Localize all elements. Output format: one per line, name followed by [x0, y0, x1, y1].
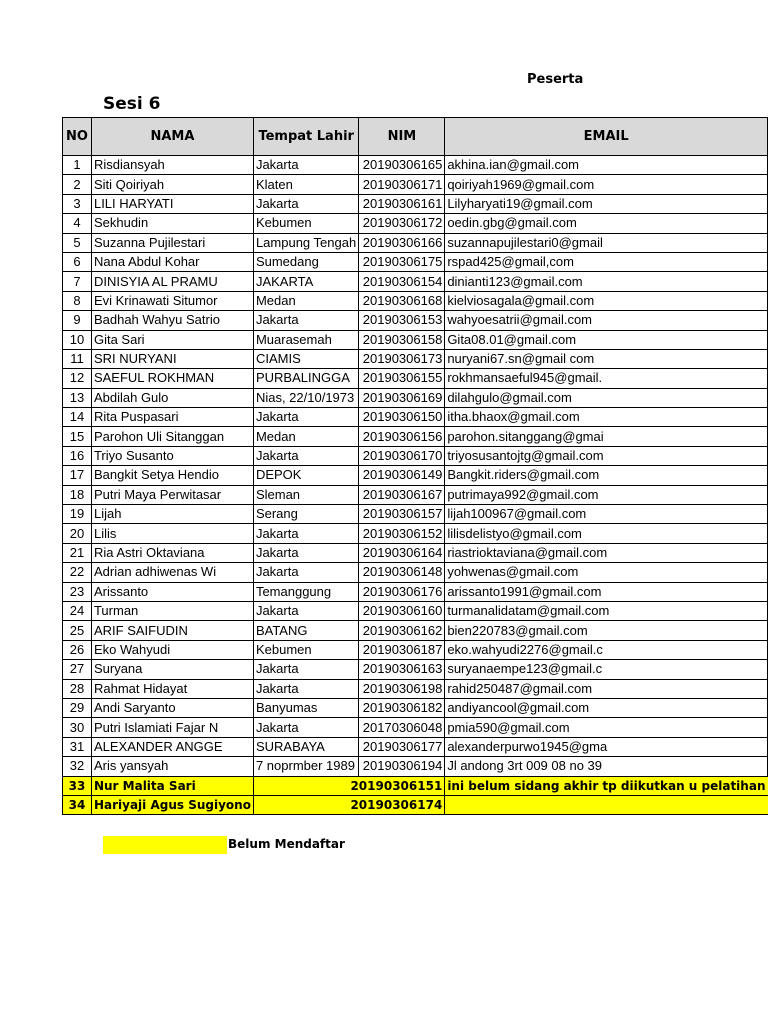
cell-nim[interactable]: 20190306173: [359, 349, 445, 368]
table-row: [63, 175, 768, 194]
cell-no[interactable]: 21: [63, 543, 92, 562]
cell-note[interactable]: ini belum sidang akhir tp diikutkan u pelatihan: [445, 776, 768, 795]
col-header-nama[interactable]: NAMA: [91, 118, 253, 156]
cell-nim[interactable]: 20190306169: [359, 388, 445, 407]
cell-tempat-lahir[interactable]: Kebumen: [253, 214, 359, 233]
participants-table: [62, 117, 768, 815]
cell-no[interactable]: 16: [63, 446, 92, 465]
cell-nama[interactable]: Nur Malita Sari: [91, 776, 253, 795]
cell-nama[interactable]: Risdiansyah: [91, 156, 253, 175]
cell-no[interactable]: 31: [63, 737, 92, 756]
table-row: [63, 349, 768, 368]
cell-note[interactable]: [445, 795, 768, 814]
table-row: [63, 369, 768, 388]
cell-nama[interactable]: Parohon Uli Sitanggan: [91, 427, 253, 446]
table-row: [63, 427, 768, 446]
cell-tempat-lahir[interactable]: Jakarta: [253, 679, 359, 698]
cell-nim[interactable]: 20190306165: [359, 156, 445, 175]
cell-nim[interactable]: 20190306172: [359, 214, 445, 233]
table-row: [63, 660, 768, 679]
cell-no[interactable]: 24: [63, 601, 92, 620]
cell-nama[interactable]: ARIF SAIFUDIN: [91, 621, 253, 640]
cell-no[interactable]: 30: [63, 718, 92, 737]
cell-email[interactable]: suzannapujilestari0@gmail: [445, 233, 768, 252]
table-row: [63, 252, 768, 271]
cell-tempat-lahir[interactable]: Muarasemah: [253, 330, 359, 349]
cell-nama[interactable]: DINISYIA AL PRAMU: [91, 272, 253, 291]
cell-no[interactable]: 17: [63, 466, 92, 485]
legend-label: Belum Mendaftar: [228, 837, 345, 851]
cell-nama[interactable]: Badhah Wahyu Satrio: [91, 311, 253, 330]
cell-nama[interactable]: Eko Wahyudi: [91, 640, 253, 659]
cell-nim[interactable]: 20190306176: [359, 582, 445, 601]
cell-no[interactable]: 9: [63, 311, 92, 330]
cell-no[interactable]: 11: [63, 349, 92, 368]
cell-email[interactable]: wahyoesatrii@gmail.com: [445, 311, 768, 330]
cell-nama[interactable]: Putri Maya Perwitasar: [91, 485, 253, 504]
cell-email[interactable]: eko.wahyudi2276@gmail.c: [445, 640, 768, 659]
cell-nim[interactable]: 20190306166: [359, 233, 445, 252]
table-row: [63, 582, 768, 601]
cell-tempat-lahir[interactable]: Medan: [253, 427, 359, 446]
cell-tempat-lahir[interactable]: Jakarta: [253, 660, 359, 679]
cell-no[interactable]: 28: [63, 679, 92, 698]
cell-nama[interactable]: Bangkit Setya Hendio: [91, 466, 253, 485]
cell-nama[interactable]: Evi Krinawati Situmor: [91, 291, 253, 310]
table-row: [63, 737, 768, 756]
cell-nim[interactable]: 20190306153: [359, 311, 445, 330]
header-peserta: Peserta: [527, 72, 584, 87]
cell-nama[interactable]: Adrian adhiwenas Wi: [91, 563, 253, 582]
cell-nama[interactable]: Suzanna Pujilestari: [91, 233, 253, 252]
table-row: [63, 524, 768, 543]
cell-tempat-lahir[interactable]: Serang: [253, 505, 359, 524]
cell-tempat-lahir[interactable]: Jakarta: [253, 718, 359, 737]
table-row: [63, 679, 768, 698]
table-row: [63, 505, 768, 524]
cell-nim[interactable]: 20190306182: [359, 698, 445, 717]
table-row: [63, 214, 768, 233]
cell-email[interactable]: Lilyharyati19@gmail.com: [445, 194, 768, 213]
cell-nim[interactable]: 20190306151: [253, 776, 444, 795]
col-header-tempat-lahir[interactable]: Tempat Lahir: [253, 118, 359, 156]
table-row: [63, 621, 768, 640]
cell-email[interactable]: qoiriyah1969@gmail.com: [445, 175, 768, 194]
cell-email[interactable]: oedin.gbg@gmail.com: [445, 214, 768, 233]
cell-tempat-lahir[interactable]: Jakarta: [253, 524, 359, 543]
table-row: [63, 718, 768, 737]
table-row: [63, 543, 768, 562]
cell-email[interactable]: suryanaempe123@gmail.c: [445, 660, 768, 679]
cell-tempat-lahir[interactable]: SURABAYA: [253, 737, 359, 756]
cell-no[interactable]: 23: [63, 582, 92, 601]
cell-nim[interactable]: 20190306154: [359, 272, 445, 291]
cell-no[interactable]: 15: [63, 427, 92, 446]
cell-tempat-lahir[interactable]: Jakarta: [253, 563, 359, 582]
legend-color-swatch: [103, 836, 227, 854]
cell-nama[interactable]: LILI HARYATI: [91, 194, 253, 213]
cell-no[interactable]: 5: [63, 233, 92, 252]
cell-nim[interactable]: 20190306174: [253, 795, 444, 814]
cell-nama[interactable]: ALEXANDER ANGGE: [91, 737, 253, 756]
cell-tempat-lahir[interactable]: Klaten: [253, 175, 359, 194]
cell-no[interactable]: 25: [63, 621, 92, 640]
table-row: [63, 466, 768, 485]
cell-nama[interactable]: SAEFUL ROKHMAN: [91, 369, 253, 388]
cell-nim[interactable]: 20190306170: [359, 446, 445, 465]
cell-no[interactable]: 10: [63, 330, 92, 349]
cell-email[interactable]: pmia590@gmail.com: [445, 718, 768, 737]
cell-nim[interactable]: 20190306163: [359, 660, 445, 679]
cell-nim[interactable]: 20190306157: [359, 505, 445, 524]
table-row: [63, 446, 768, 465]
cell-email[interactable]: dilahgulo@gmail.com: [445, 388, 768, 407]
cell-no[interactable]: 8: [63, 291, 92, 310]
cell-nim[interactable]: 20190306177: [359, 737, 445, 756]
cell-no[interactable]: 12: [63, 369, 92, 388]
cell-tempat-lahir[interactable]: CIAMIS: [253, 349, 359, 368]
cell-nim[interactable]: 20190306194: [359, 757, 445, 776]
table-row: [63, 272, 768, 291]
cell-nama[interactable]: Hariyaji Agus Sugiyono: [91, 795, 253, 814]
cell-nama[interactable]: Sekhudin: [91, 214, 253, 233]
cell-nama[interactable]: Aris yansyah: [91, 757, 253, 776]
session-title: Sesi 6: [103, 94, 161, 114]
cell-no[interactable]: 18: [63, 485, 92, 504]
col-header-no[interactable]: NO: [63, 118, 92, 156]
cell-email[interactable]: parohon.sitanggang@gmai: [445, 427, 768, 446]
cell-no[interactable]: 2: [63, 175, 92, 194]
cell-nama[interactable]: Gita Sari: [91, 330, 253, 349]
table-row: [63, 330, 768, 349]
table-row: [63, 388, 768, 407]
cell-nim[interactable]: 20190306149: [359, 466, 445, 485]
cell-no[interactable]: 26: [63, 640, 92, 659]
cell-nama[interactable]: Lilis: [91, 524, 253, 543]
cell-email[interactable]: putrimaya992@gmail.com: [445, 485, 768, 504]
cell-no[interactable]: 33: [63, 776, 92, 795]
cell-tempat-lahir[interactable]: PURBALINGGA: [253, 369, 359, 388]
cell-nama[interactable]: Siti Qoiriyah: [91, 175, 253, 194]
cell-nim[interactable]: 20190306168: [359, 291, 445, 310]
cell-nama[interactable]: Lijah: [91, 505, 253, 524]
cell-no[interactable]: 27: [63, 660, 92, 679]
cell-tempat-lahir[interactable]: Jakarta: [253, 311, 359, 330]
cell-tempat-lahir[interactable]: Jakarta: [253, 156, 359, 175]
cell-nim[interactable]: 20190306160: [359, 601, 445, 620]
table-row: [63, 311, 768, 330]
cell-nama[interactable]: Arissanto: [91, 582, 253, 601]
cell-no[interactable]: 3: [63, 194, 92, 213]
cell-email[interactable]: Bangkit.riders@gmail.com: [445, 466, 768, 485]
cell-nama[interactable]: Andi Saryanto: [91, 698, 253, 717]
table-row: [63, 563, 768, 582]
cell-tempat-lahir[interactable]: DEPOK: [253, 466, 359, 485]
cell-email[interactable]: alexanderpurwo1945@gma: [445, 737, 768, 756]
cell-nim[interactable]: 20190306150: [359, 408, 445, 427]
cell-email[interactable]: rokhmansaeful945@gmail.: [445, 369, 768, 388]
cell-email[interactable]: lilisdelistyo@gmail.com: [445, 524, 768, 543]
cell-tempat-lahir[interactable]: Lampung Tengah: [253, 233, 359, 252]
cell-nim[interactable]: 20190306148: [359, 563, 445, 582]
cell-no[interactable]: 29: [63, 698, 92, 717]
cell-tempat-lahir[interactable]: Sumedang: [253, 252, 359, 271]
cell-tempat-lahir[interactable]: JAKARTA: [253, 272, 359, 291]
cell-email[interactable]: akhina.ian@gmail.com: [445, 156, 768, 175]
table-row: [63, 601, 768, 620]
cell-nama[interactable]: Rita Puspasari: [91, 408, 253, 427]
cell-email[interactable]: dinianti123@gmail.com: [445, 272, 768, 291]
cell-email[interactable]: arissanto1991@gmail.com: [445, 582, 768, 601]
cell-tempat-lahir[interactable]: Jakarta: [253, 408, 359, 427]
table-row: [63, 485, 768, 504]
cell-tempat-lahir[interactable]: Banyumas: [253, 698, 359, 717]
cell-no[interactable]: 4: [63, 214, 92, 233]
cell-nama[interactable]: Triyo Susanto: [91, 446, 253, 465]
table-row: [63, 233, 768, 252]
cell-email[interactable]: Gita08.01@gmail.com: [445, 330, 768, 349]
cell-nama[interactable]: SRI NURYANI: [91, 349, 253, 368]
cell-nama[interactable]: Putri Islamiati Fajar N: [91, 718, 253, 737]
cell-email[interactable]: rahid250487@gmail.com: [445, 679, 768, 698]
cell-tempat-lahir[interactable]: Sleman: [253, 485, 359, 504]
cell-nama[interactable]: Turman: [91, 601, 253, 620]
table-row: [63, 194, 768, 213]
cell-nama[interactable]: Ria Astri Oktaviana: [91, 543, 253, 562]
cell-tempat-lahir[interactable]: Temanggung: [253, 582, 359, 601]
cell-nim[interactable]: 20190306198: [359, 679, 445, 698]
cell-email[interactable]: nuryani67.sn@gmail com: [445, 349, 768, 368]
table-row: [63, 291, 768, 310]
cell-tempat-lahir[interactable]: Jakarta: [253, 446, 359, 465]
cell-nim[interactable]: 20190306167: [359, 485, 445, 504]
cell-tempat-lahir[interactable]: Jakarta: [253, 194, 359, 213]
table-header-row: [63, 118, 768, 156]
highlighted-row: [63, 776, 768, 795]
table-row: [63, 640, 768, 659]
cell-no[interactable]: 7: [63, 272, 92, 291]
cell-nama[interactable]: Abdilah Gulo: [91, 388, 253, 407]
cell-no[interactable]: 34: [63, 795, 92, 814]
table-row: [63, 698, 768, 717]
cell-email[interactable]: riastrioktaviana@gmail.com: [445, 543, 768, 562]
cell-email[interactable]: Jl andong 3rt 009 08 no 39: [445, 757, 768, 776]
table-row: [63, 757, 768, 776]
cell-nim[interactable]: 20190306152: [359, 524, 445, 543]
cell-tempat-lahir[interactable]: BATANG: [253, 621, 359, 640]
cell-tempat-lahir[interactable]: Kebumen: [253, 640, 359, 659]
cell-no[interactable]: 20: [63, 524, 92, 543]
cell-tempat-lahir[interactable]: Nias, 22/10/1973: [253, 388, 359, 407]
table-row: [63, 156, 768, 175]
cell-nim[interactable]: 20190306187: [359, 640, 445, 659]
cell-email[interactable]: andiyancool@gmail.com: [445, 698, 768, 717]
cell-email[interactable]: itha.bhaox@gmail.com: [445, 408, 768, 427]
cell-no[interactable]: 32: [63, 757, 92, 776]
cell-nim[interactable]: 20190306155: [359, 369, 445, 388]
cell-nim[interactable]: 20190306158: [359, 330, 445, 349]
cell-nim[interactable]: 20170306048: [359, 718, 445, 737]
cell-nama[interactable]: Nana Abdul Kohar: [91, 252, 253, 271]
cell-nim[interactable]: 20190306164: [359, 543, 445, 562]
cell-no[interactable]: 13: [63, 388, 92, 407]
cell-email[interactable]: triyosusantojtg@gmail.com: [445, 446, 768, 465]
cell-nama[interactable]: Rahmat Hidayat: [91, 679, 253, 698]
cell-no[interactable]: 6: [63, 252, 92, 271]
cell-email[interactable]: bien220783@gmail.com: [445, 621, 768, 640]
table-row: [63, 408, 768, 427]
cell-tempat-lahir[interactable]: Jakarta: [253, 601, 359, 620]
cell-tempat-lahir[interactable]: Medan: [253, 291, 359, 310]
cell-no[interactable]: 1: [63, 156, 92, 175]
cell-nim[interactable]: 20190306171: [359, 175, 445, 194]
cell-nim[interactable]: 20190306156: [359, 427, 445, 446]
cell-tempat-lahir[interactable]: 7 noprmber 1989: [253, 757, 359, 776]
cell-no[interactable]: 14: [63, 408, 92, 427]
cell-no[interactable]: 22: [63, 563, 92, 582]
cell-nim[interactable]: 20190306175: [359, 252, 445, 271]
cell-nim[interactable]: 20190306161: [359, 194, 445, 213]
cell-email[interactable]: turmanalidatam@gmail.com: [445, 601, 768, 620]
cell-email[interactable]: kielviosagala@gmail.com: [445, 291, 768, 310]
cell-nama[interactable]: Suryana: [91, 660, 253, 679]
cell-no[interactable]: 19: [63, 505, 92, 524]
cell-tempat-lahir[interactable]: Jakarta: [253, 543, 359, 562]
cell-nim[interactable]: 20190306162: [359, 621, 445, 640]
cell-email[interactable]: rspad425@gmail,com: [445, 252, 768, 271]
cell-email[interactable]: yohwenas@gmail.com: [445, 563, 768, 582]
col-header-nim[interactable]: NIM: [359, 118, 445, 156]
cell-email[interactable]: lijah100967@gmail.com: [445, 505, 768, 524]
col-header-email[interactable]: EMAIL: [445, 118, 768, 156]
highlighted-row: [63, 795, 768, 814]
